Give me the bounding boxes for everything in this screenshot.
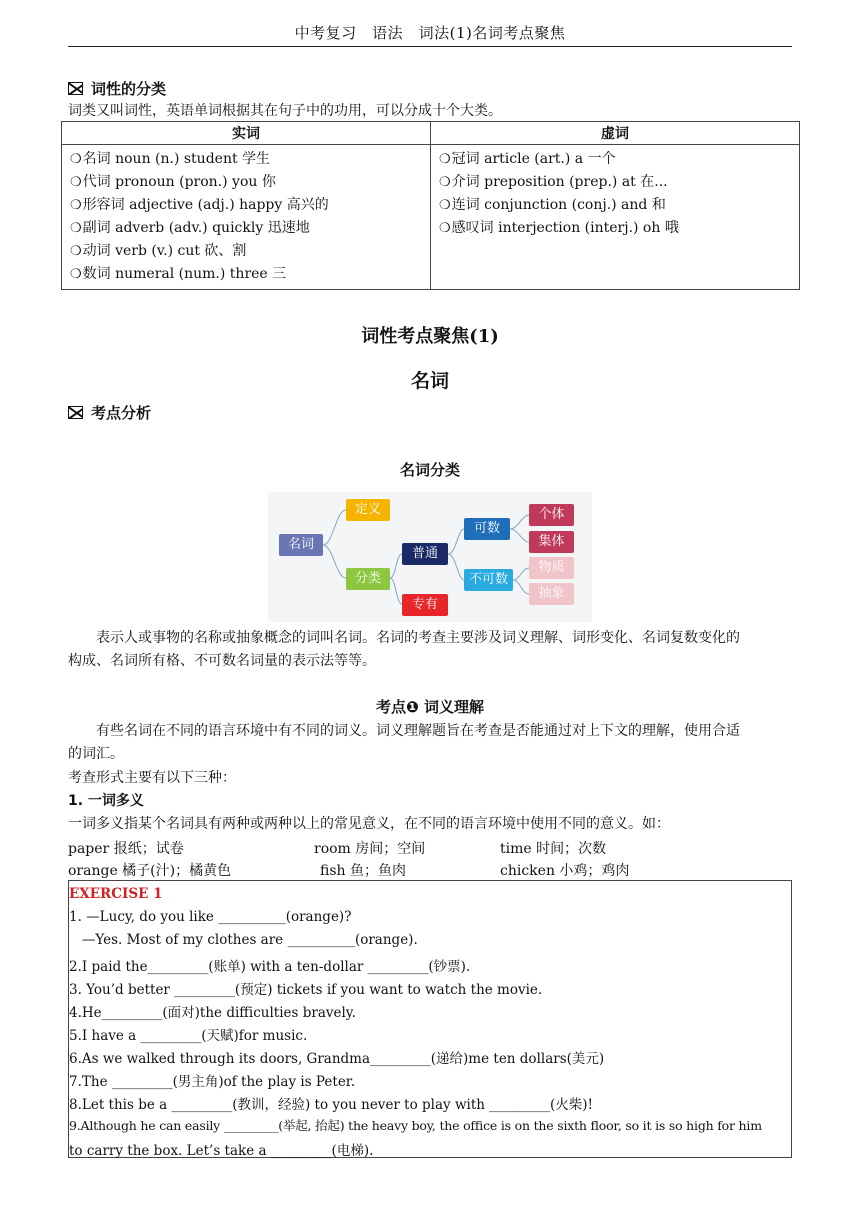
noun-intro-line1: 表示人或事物的名称或抽象概念的词叫名词。名词的考查主要涉及词义理解、词形变化、名词复数变化的 bbox=[96, 630, 740, 646]
focus-title: 词性考点聚焦(1) bbox=[361, 326, 499, 347]
node-individual: 个体 bbox=[529, 504, 574, 526]
section-marker-icon bbox=[68, 82, 83, 95]
node-abstract: 抽象 bbox=[529, 583, 574, 605]
sub1-desc: 一词多义指某个名词具有两种或两种以上的常见意义，在不同的语言环境中使用不同的意义。如： bbox=[68, 816, 670, 832]
noun-title: 名词 bbox=[410, 370, 449, 392]
exercise-line: 8.Let this be a _________(教训，经验) to you never to play with _________(火柴)! bbox=[69, 1097, 593, 1113]
bullet-circle-icon: ❍ bbox=[70, 221, 82, 236]
bullet-circle-icon: ❍ bbox=[70, 175, 82, 190]
exercise-line: 3. You’d better _________(预定) tickets if you want to watch the movie. bbox=[69, 982, 543, 998]
section-heading-text: 词性的分类 bbox=[91, 80, 167, 98]
bullet-circle-icon: ❍ bbox=[439, 152, 451, 167]
vocab-example: paper 报纸；试卷 bbox=[68, 841, 184, 857]
node-material: 物质 bbox=[529, 557, 574, 579]
exercise-line: 4.He_________(面对)the difficulties bravely. bbox=[69, 1005, 356, 1021]
function-words-cell bbox=[431, 145, 800, 290]
exercise-line: 5.I have a _________(天赋)for music. bbox=[69, 1028, 308, 1044]
vocab-example: fish 鱼；鱼肉 bbox=[320, 863, 406, 879]
exercise-line: 7.The _________(男主角)of the play is Peter. bbox=[69, 1074, 356, 1090]
vocab-example: time 时间；次数 bbox=[500, 841, 607, 857]
header-divider bbox=[68, 46, 792, 47]
connector-classification-common bbox=[390, 554, 402, 578]
vocab-example: room 房间；空间 bbox=[314, 841, 426, 857]
bullet-circle-icon: ❍ bbox=[70, 152, 82, 167]
node-countable: 可数 bbox=[464, 518, 510, 540]
page-header-title: 中考复习 语法 词法(1)名词考点聚焦 bbox=[294, 24, 566, 42]
section-heading-analysis bbox=[68, 402, 151, 423]
exercise-title: EXERCISE 1 bbox=[69, 886, 163, 902]
point1-forms: 考查形式主要有以下三种： bbox=[68, 770, 236, 786]
section-marker-icon bbox=[68, 406, 83, 419]
section-intro: 词类又叫词性，英语单词根据其在句子中的功用，可以分成十个大类。 bbox=[68, 103, 502, 119]
section-heading-word-classes bbox=[68, 78, 166, 99]
list-item: ❍形容词 adjective (adj.) happy 高兴的 bbox=[70, 197, 329, 213]
list-item: ❍介词 preposition (prep.) at 在... bbox=[439, 174, 668, 190]
vocab-example: chicken 小鸡；鸡肉 bbox=[500, 863, 630, 879]
table-header-content-words: 实词 bbox=[62, 122, 431, 145]
node-uncountable: 不可数 bbox=[464, 569, 513, 591]
noun-classification-diagram bbox=[268, 492, 592, 622]
word-class-table bbox=[61, 121, 800, 290]
list-item: ❍名词 noun (n.) student 学生 bbox=[70, 151, 271, 167]
bullet-circle-icon: ❍ bbox=[70, 198, 82, 213]
connector-common-countable bbox=[448, 529, 464, 554]
noun-intro-line2: 构成、名词所有格、不可数名词量的表示法等等。 bbox=[68, 653, 376, 669]
node-proper: 专有 bbox=[402, 594, 448, 616]
connector-uncountable-material bbox=[513, 568, 529, 580]
exercise-line: —Yes. Most of my clothes are __________(orange). bbox=[69, 932, 418, 948]
list-item: ❍感叹词 interjection (interj.) oh 哦 bbox=[439, 220, 679, 236]
connector-root-classification bbox=[323, 545, 346, 578]
point1-desc-line2: 的词汇。 bbox=[68, 746, 124, 762]
connector-classification-proper bbox=[390, 578, 402, 604]
bullet-circle-icon: ❍ bbox=[439, 175, 451, 190]
exercise-line: to carry the box. Let’s take a _________(电梯). bbox=[69, 1143, 374, 1159]
diagram-title: 名词分类 bbox=[399, 461, 460, 479]
content-words-cell bbox=[62, 145, 431, 290]
exercise-box bbox=[68, 880, 792, 1158]
bullet-circle-icon: ❍ bbox=[439, 198, 451, 213]
vocab-example: orange 橘子(汁)；橘黄色 bbox=[68, 863, 232, 879]
list-item: ❍副词 adverb (adv.) quickly 迅速地 bbox=[70, 220, 310, 236]
table-header-function-words: 虚词 bbox=[431, 122, 800, 145]
exercise-line: 6.As we walked through its doors, Grandma_________(递给)me ten dollars(美元) bbox=[69, 1051, 605, 1067]
node-common: 普通 bbox=[402, 543, 448, 565]
bullet-circle-icon: ❍ bbox=[70, 267, 82, 282]
connector-uncountable-abstract bbox=[513, 580, 529, 594]
point1-title: 考点❶ 词义理解 bbox=[376, 698, 484, 716]
bullet-circle-icon: ❍ bbox=[439, 221, 451, 236]
exercise-line: 9.Although he can easily _________(举起, 抬起) the heavy boy, the office is on the sixth floor, so it is so high for him bbox=[69, 1118, 762, 1133]
connector-countable-collective bbox=[510, 529, 529, 542]
list-item: ❍数词 numeral (num.) three 三 bbox=[70, 266, 287, 282]
point1-desc-line1: 有些名词在不同的语言环境中有不同的词义。词义理解题旨在考查是否能通过对上下文的理解，使用合适 bbox=[96, 723, 740, 739]
list-item: ❍代词 pronoun (pron.) you 你 bbox=[70, 174, 276, 190]
connector-root-definition bbox=[323, 510, 346, 545]
section-heading-text: 考点分析 bbox=[91, 404, 152, 422]
list-item: ❍冠词 article (art.) a 一个 bbox=[439, 151, 616, 167]
node-definition: 定义 bbox=[346, 499, 390, 521]
connector-countable-individual bbox=[510, 515, 529, 529]
node-classification: 分类 bbox=[346, 568, 390, 590]
bullet-circle-icon: ❍ bbox=[70, 244, 82, 259]
connector-common-uncountable bbox=[448, 554, 464, 580]
list-item: ❍动词 verb (v.) cut 砍、割 bbox=[70, 243, 247, 259]
sub1-title: 1. 一词多义 bbox=[68, 793, 144, 809]
exercise-line: 2.I paid the_________(账单) with a ten-dollar _________(钞票). bbox=[69, 959, 471, 975]
exercise-line: 1. —Lucy, do you like __________(orange)? bbox=[69, 909, 352, 925]
node-noun: 名词 bbox=[279, 534, 323, 556]
node-collective: 集体 bbox=[529, 531, 574, 553]
list-item: ❍连词 conjunction (conj.) and 和 bbox=[439, 197, 666, 213]
